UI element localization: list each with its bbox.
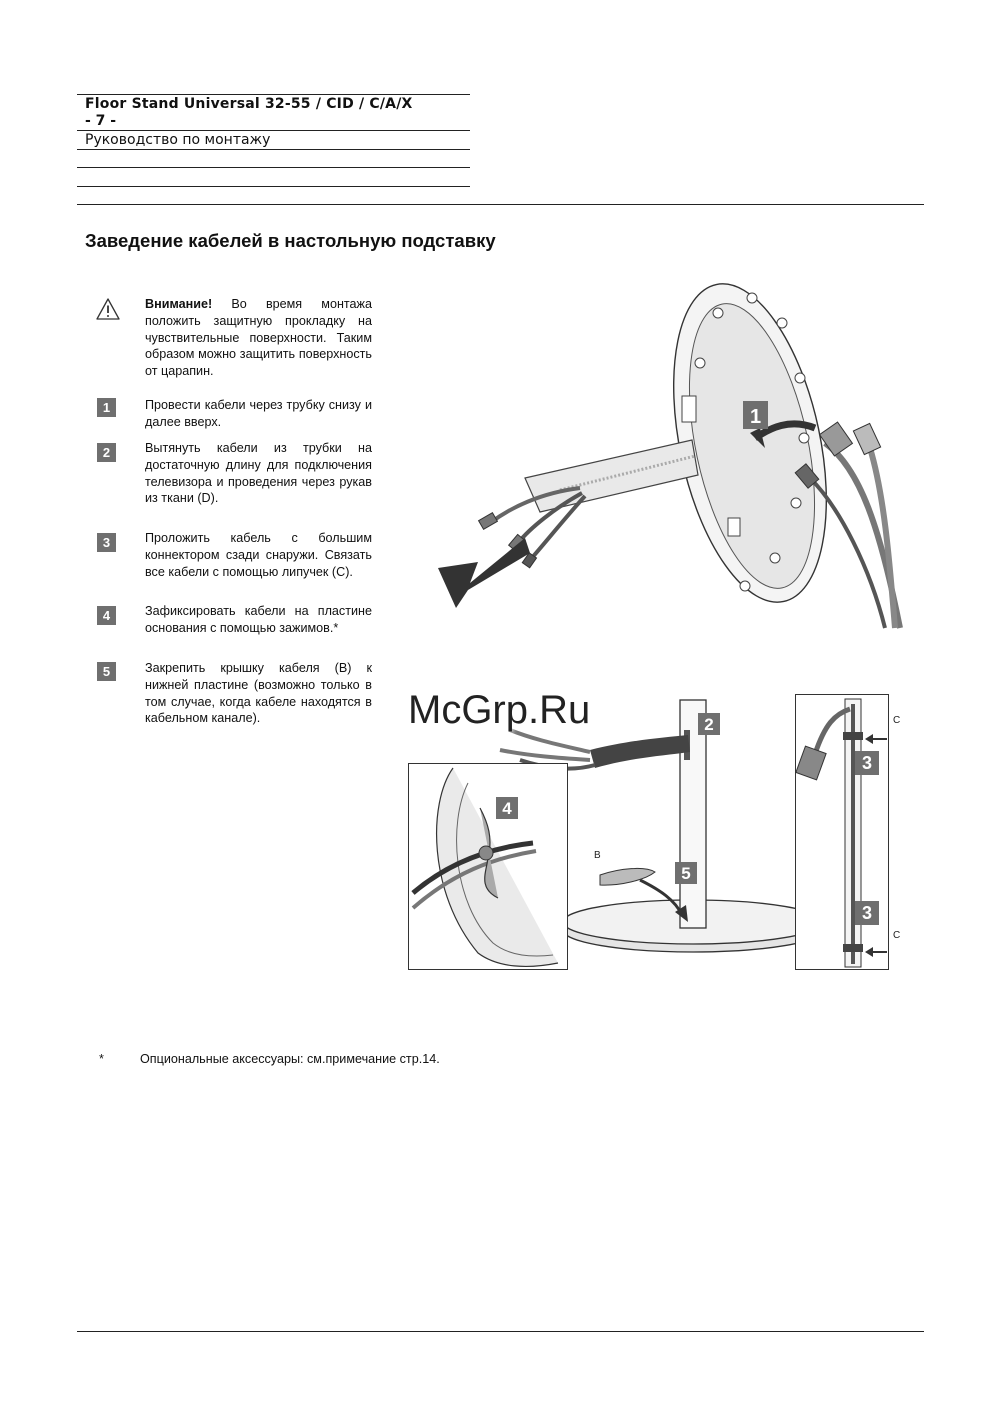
- figure-badge-2: 2: [704, 715, 714, 734]
- header-rule-4: [77, 186, 470, 187]
- header-rule-top: [77, 94, 470, 95]
- step-text-4: Зафиксировать кабели на пластине основания с помощью зажимов.*: [145, 604, 372, 635]
- warning-text: [145, 296, 372, 380]
- label-b: B: [594, 850, 601, 861]
- figure-badge-3-bottom: 3: [861, 903, 873, 923]
- figure-badge-3-top: 3: [861, 753, 873, 773]
- step-badge-5: 5: [97, 662, 116, 681]
- step-badge-3: 3: [97, 533, 116, 552]
- document-title: Floor Stand Universal 32-55 / CID / C/A/X: [85, 96, 413, 112]
- step-badge-1: 1: [97, 398, 116, 417]
- step-text-3: Проложить кабель с большим коннектором сзади снаружи. Связать все кабели с помощью липучек (С).: [145, 531, 372, 579]
- section-title: Заведение кабелей в настольную подставку: [85, 230, 496, 251]
- header-rule-2: [77, 149, 470, 150]
- footnote-mark: *: [99, 1052, 104, 1066]
- step-text-1: Провести кабели через трубку снизу и далее вверх.: [145, 398, 372, 429]
- label-c-top: C: [893, 715, 901, 726]
- header-rule-1: [77, 130, 470, 131]
- figure-badge-5: 5: [681, 864, 691, 883]
- footnote-text: Опциональные аксессуары: см.примечание стр.14.: [140, 1052, 440, 1066]
- warning-body: Во время монтажа положить защитную прокладку на чувствительные поверхности. Таким образом можно защитить поверхность от царапин.: [145, 297, 372, 379]
- header-rule-3: [77, 167, 470, 168]
- warning-label: Внимание!: [145, 297, 213, 311]
- section-rule: [77, 204, 924, 205]
- figure-badge-4: 4: [502, 799, 512, 818]
- step-text-2: Вытянуть кабели из трубки на достаточную длину для подключения телевизора и проведения через рукав из ткани (D).: [145, 441, 372, 506]
- footer-rule: [77, 1331, 924, 1332]
- label-c-bottom: C: [893, 930, 901, 941]
- step-badge-4: 4: [97, 606, 116, 625]
- step-text-5: Закрепить крышку кабеля (В) к нижней пластине (возможно только в том случае, когда кабеле находятся в кабельном канале).: [145, 661, 372, 726]
- figure-velcro-straps: [795, 694, 925, 970]
- watermark: McGrp.Ru: [408, 688, 591, 732]
- document-subtitle: Руководство по монтажу: [85, 132, 271, 148]
- page-number: - 7 -: [85, 113, 117, 129]
- figure-badge-1: 1: [749, 406, 762, 428]
- step-badge-2: 2: [97, 443, 116, 462]
- figure-cable-clamp: [408, 763, 568, 970]
- figure-cable-routing-plate: [430, 268, 920, 633]
- warning-icon: [95, 297, 121, 321]
